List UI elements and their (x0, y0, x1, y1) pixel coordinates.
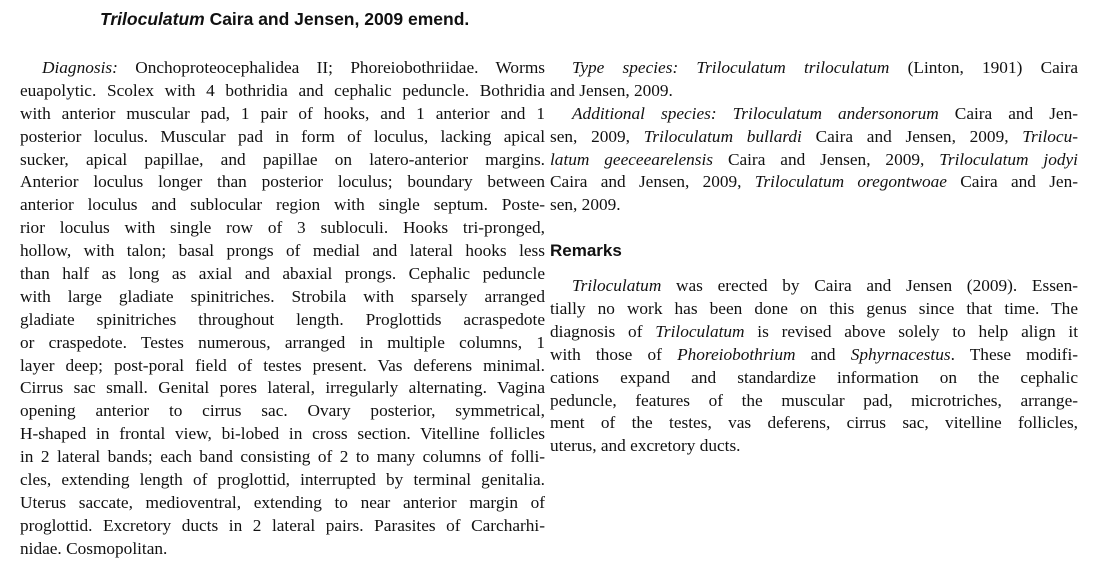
text-segment: tially no work has been done on this genus since that time. The (550, 299, 1078, 319)
italic-text: Additional species: Triloculatum andersonorum (572, 103, 939, 123)
text-line (550, 367, 1078, 390)
diagnosis-paragraph (20, 57, 545, 561)
text-segment: with anterior muscular pad, 1 pair of hooks, and 1 anterior and 1 (20, 103, 545, 123)
text-line (20, 469, 545, 492)
text-line (20, 194, 545, 217)
text-line (550, 126, 1078, 149)
text-segment: sucker, apical papillae, and papillae on latero-anterior margins. (20, 149, 545, 169)
text-line (20, 171, 545, 194)
text-segment: hollow, with talon; basal prongs of medial and lateral hooks less (20, 241, 545, 261)
text-segment: Caira and Jensen, 2009, (713, 149, 940, 169)
text-segment: H-shaped in frontal view, bi-lobed in cross section. Vitelline follicles (20, 424, 545, 444)
text-line (550, 390, 1078, 413)
section-title (100, 9, 469, 30)
italic-text: latum geeceearelensis (550, 149, 714, 169)
text-line (550, 275, 1078, 298)
text-line (20, 309, 545, 332)
remarks-paragraph (550, 275, 1078, 458)
text-segment: is revised above solely to help align it (744, 321, 1078, 341)
text-line (20, 355, 545, 378)
title-authority: Caira and Jensen, 2009 emend. (204, 9, 470, 29)
text-segment: diagnosis of (550, 321, 656, 341)
text-line (20, 240, 545, 263)
text-segment: cations expand and standardize information on the cephalic (550, 367, 1078, 387)
text-segment: layer deep; post-poral field of testes present. Vas deferens minimal. (20, 355, 545, 375)
text-segment: peduncle, features of the muscular pad, microtriches, arrange- (550, 390, 1078, 410)
text-segment: or craspedote. Testes numerous, arranged in multiple columns, 1 (20, 332, 545, 352)
text-line (550, 435, 1078, 458)
text-line (20, 263, 545, 286)
text-line (20, 332, 545, 355)
text-segment: and Jensen, 2009. (550, 80, 673, 100)
text-line (20, 538, 545, 561)
text-line (550, 412, 1078, 435)
text-segment: (Linton, 1901) Caira (889, 58, 1078, 77)
italic-text: Triloculatum (655, 321, 745, 341)
text-line (550, 149, 1078, 172)
additional-species-paragraph (550, 103, 1078, 217)
text-segment: uterus, and excretory ducts. (550, 436, 741, 456)
text-segment: proglottid. Excretory ducts in 2 lateral pairs. Parasites of Carcharhi- (20, 515, 545, 535)
italic-text: Type species: Triloculatum triloculatum (572, 58, 890, 77)
text-segment: Onchoproteocephalidea II; Phoreiobothriidae. Worms (117, 58, 545, 77)
right-column (550, 57, 1078, 458)
text-line (550, 194, 1078, 217)
text-line (20, 103, 545, 126)
text-segment: than half as long as axial and abaxial prongs. Cephalic peduncle (20, 264, 545, 284)
italic-text: Phoreiobothrium (677, 344, 796, 364)
text-line (20, 57, 545, 80)
text-line (20, 149, 545, 172)
italic-text: Trilocu- (1022, 126, 1078, 146)
text-segment: in 2 lateral bands; each band consisting of 2 to many columns of folli- (20, 447, 545, 467)
text-segment: cles, extending length of proglottid, interrupted by terminal genitalia. (20, 470, 545, 490)
text-line (20, 126, 545, 149)
text-segment: anterior loculus and sublocular region with single septum. Poste- (20, 195, 545, 215)
text-segment: opening anterior to cirrus sac. Ovary posterior, symmetrical, (20, 401, 545, 421)
text-segment: euapolytic. Scolex with 4 bothridia and cephalic peduncle. Bothridia (20, 80, 545, 100)
remarks-heading: Remarks (550, 241, 622, 261)
italic-text: Diagnosis: (42, 58, 118, 77)
text-segment: posterior loculus. Muscular pad in form of loculus, lacking apical (20, 126, 545, 146)
text-segment: Caira and Jensen, 2009, (801, 126, 1023, 146)
text-line (20, 377, 545, 400)
text-line (550, 321, 1078, 344)
text-line (550, 298, 1078, 321)
text-line (20, 400, 545, 423)
text-segment: was erected by Caira and Jensen (2009). Essen- (661, 276, 1078, 296)
text-segment: Uterus saccate, medioventral, extending to near anterior margin of (20, 492, 545, 512)
text-segment: with large gladiate spinitriches. Strobila with sparsely arranged (20, 286, 545, 306)
text-segment: rior loculus with single row of 3 subloculi. Hooks tri-pronged, (20, 218, 545, 238)
genus-name: Triloculatum (100, 9, 205, 29)
text-line (20, 492, 545, 515)
italic-text: Triloculatum bullardi (643, 126, 802, 146)
text-segment: Anterior loculus longer than posterior loculus; boundary between (20, 172, 545, 192)
text-line (550, 344, 1078, 367)
text-line (20, 80, 545, 103)
text-line (550, 57, 1078, 80)
text-segment: Caira and Jen- (938, 103, 1078, 123)
text-line (20, 423, 545, 446)
italic-text: Triloculatum oregontwoae (754, 172, 947, 192)
italic-text: Triloculatum (572, 276, 662, 296)
text-segment: with those of (550, 344, 678, 364)
text-segment: Caira and Jen- (946, 172, 1078, 192)
text-line (550, 103, 1078, 126)
text-segment: Cirrus sac small. Genital pores lateral, irregularly alternating. Vagina (20, 378, 545, 398)
italic-text: Triloculatum jodyi (939, 149, 1078, 169)
text-line (550, 171, 1078, 194)
text-segment: sen, 2009, (550, 126, 644, 146)
text-line (20, 515, 545, 538)
text-segment: gladiate spinitriches throughout length. Proglottids acraspedote (20, 309, 545, 329)
text-segment: Caira and Jensen, 2009, (550, 172, 755, 192)
text-segment: sen, 2009. (550, 195, 621, 215)
text-line (550, 80, 1078, 103)
text-segment: ment of the testes, vas deferens, cirrus sac, vitelline follicles, (550, 413, 1078, 433)
text-line (20, 286, 545, 309)
text-segment: and (795, 344, 851, 364)
italic-text: Sphyrnacestus (850, 344, 951, 364)
text-line (20, 217, 545, 240)
text-line (20, 446, 545, 469)
text-segment: nidae. Cosmopolitan. (20, 538, 168, 558)
type-species-paragraph (550, 57, 1078, 103)
text-segment: . These modifi- (950, 344, 1078, 364)
